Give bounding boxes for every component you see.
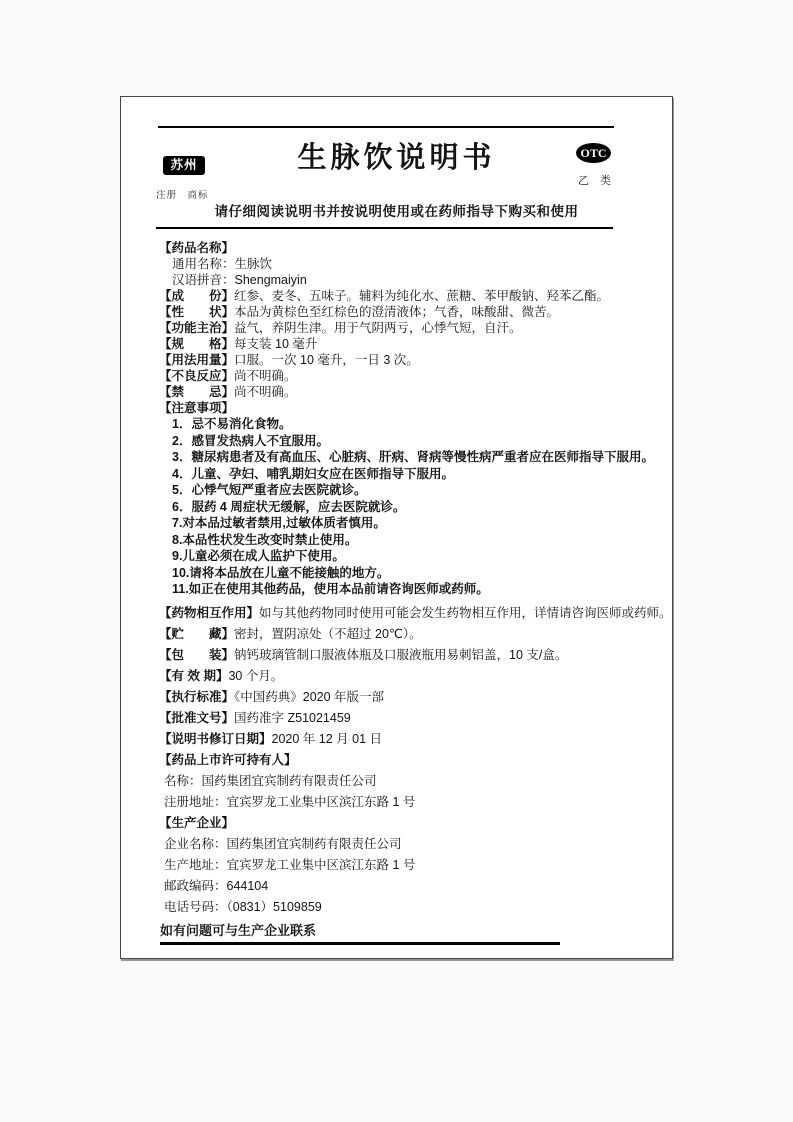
generic-name-line: 通用名称：生脉饮 [172, 257, 273, 271]
header-bottom-divider [156, 227, 613, 229]
field-value: 口服。一次 10 毫升，一日 3 次。 [234, 353, 419, 367]
precaution-item: 7.对本品过敏者禁用,过敏体质者慎用。 [172, 516, 386, 530]
precaution-item: 6．服药 4 周症状无缓解，应去医院就诊。 [172, 499, 406, 514]
field-label: 【批准文号】 [159, 710, 235, 725]
manufacturer-postcode-line: 邮政编码：644104 [164, 878, 269, 893]
contact-note: 如有问题可与生产企业联系 [160, 923, 317, 938]
precaution-item: 3．糖尿病患者及有高血压、心脏病、肝病、肾病等慢性病严重者应在医师指导下服用。 [172, 450, 654, 464]
manufacturer-section-label [159, 813, 659, 834]
field-label: 【执行标准】 [159, 689, 235, 704]
top-fields-section [159, 288, 659, 400]
field-row [159, 729, 659, 750]
bottom-fields-section [159, 603, 672, 918]
holder-address-line: 注册地址：宜宾罗龙工业集中区滨江东路 1 号 [164, 794, 416, 809]
field-label: 【药物相互作用】 [159, 605, 260, 620]
precaution-item: 5．心悸气短严重者应去医院就诊。 [172, 483, 367, 497]
field-row [159, 666, 659, 687]
field-value: 益气，养阴生津。用于气阴两亏，心悸气短，自汗。 [234, 321, 522, 335]
field-label: 【包 装】 [159, 647, 235, 662]
manufacturer-name-line: 企业名称：国药集团宜宾制药有限责任公司 [164, 836, 402, 851]
field-label: 【性 状】 [159, 305, 235, 319]
field-value: 红参、麦冬、五味子。辅料为纯化水、蔗糖、苯甲酸钠、羟苯乙酯。 [234, 289, 610, 303]
field-row [159, 240, 659, 256]
field-value: 国药准字 Z51021459 [234, 710, 351, 725]
precautions-section [159, 400, 659, 598]
usage-notice: 请仔细阅读说明书并按说明使用或在药师指导下购买和使用 [214, 204, 579, 219]
field-label: 【说明书修订日期】 [159, 731, 272, 746]
pinyin-line: 汉语拼音：Shengmaiyin [172, 273, 307, 287]
field-value: 密封，置阴凉处（不超过 20℃）。 [234, 626, 422, 641]
brand-logo: 苏州 [163, 156, 205, 175]
field-label: 【成 份】 [159, 289, 235, 303]
precaution-item: 4．儿童、孕妇、哺乳期妇女应在医师指导下服用。 [172, 466, 454, 481]
field-label: 【不良反应】 [159, 369, 235, 383]
field-label: 【药品上市许可持有人】 [159, 752, 297, 767]
page-title: 生脉饮说明书 [297, 142, 496, 174]
field-row [159, 320, 659, 336]
holder-name-line: 名称：国药集团宜宾制药有限责任公司 [164, 773, 377, 788]
field-row [159, 368, 659, 384]
field-value: 如与其他药物同时使用可能会发生药物相互作用，详情请咨询医师或药师。 [259, 605, 672, 620]
precaution-item: 2．感冒发热病人不宜服用。 [172, 433, 329, 448]
field-label: 【有 效 期】 [159, 668, 229, 683]
precaution-item: 10.请将本品放在儿童不能接触的地方。 [172, 565, 390, 580]
field-value: 每支装 10 毫升 [234, 337, 318, 351]
leaflet-page [120, 96, 673, 959]
field-row [159, 645, 659, 666]
precaution-item: 11.如正在使用其他药品，使用本品前请咨询医师或药师。 [172, 582, 489, 596]
field-row [159, 400, 659, 416]
field-value: 本品为黄棕色至红棕色的澄清液体；气香，味酸甜、微苦。 [234, 305, 560, 319]
field-label: 【注意事项】 [159, 401, 235, 415]
field-row [159, 352, 659, 368]
field-label: 【功能主治】 [159, 321, 235, 335]
drug-name-section [159, 240, 659, 288]
field-label: 【生产企业】 [159, 815, 235, 830]
field-row [159, 687, 659, 708]
otc-badge-icon: OTC [576, 143, 611, 163]
otc-class-label: 乙 类 [578, 175, 616, 187]
footer-divider [160, 942, 560, 945]
manufacturer-address-line: 生产地址：宜宾罗龙工业集中区滨江东路 1 号 [164, 857, 416, 872]
holder-section-label [159, 750, 659, 771]
precaution-item: 9.儿童必须在成人监护下使用。 [172, 549, 345, 563]
field-value: 钠钙玻璃管制口服液体瓶及口服液瓶用易刺铝盖，10 支/盒。 [234, 647, 568, 662]
leaflet-body [159, 240, 672, 918]
precaution-item: 1．忌不易消化食物。 [172, 417, 292, 431]
header-top-divider [158, 126, 614, 128]
field-value: 《中国药典》2020 年版一部 [234, 689, 385, 704]
field-label: 【规 格】 [159, 337, 235, 351]
field-row [159, 384, 659, 400]
field-value: 2020 年 12 月 01 日 [271, 731, 382, 746]
field-value: 尚不明确。 [234, 369, 297, 383]
precaution-item: 8.本品性状发生改变时禁止使用。 [172, 532, 358, 547]
field-row [159, 336, 659, 352]
field-row [159, 304, 659, 320]
trademark-note: 注册 商标 [156, 190, 209, 201]
field-value: 尚不明确。 [234, 385, 297, 399]
field-label: 【禁 忌】 [159, 385, 235, 399]
field-label: 【贮 藏】 [159, 626, 235, 641]
field-label: 【用法用量】 [159, 353, 235, 367]
field-value: 30 个月。 [228, 668, 284, 683]
field-row [159, 288, 659, 304]
field-row [159, 603, 672, 624]
field-label: 【药品名称】 [159, 241, 235, 255]
field-row [159, 708, 659, 729]
field-row [159, 624, 659, 645]
manufacturer-phone-line: 电话号码：（0831）5109859 [164, 899, 322, 914]
